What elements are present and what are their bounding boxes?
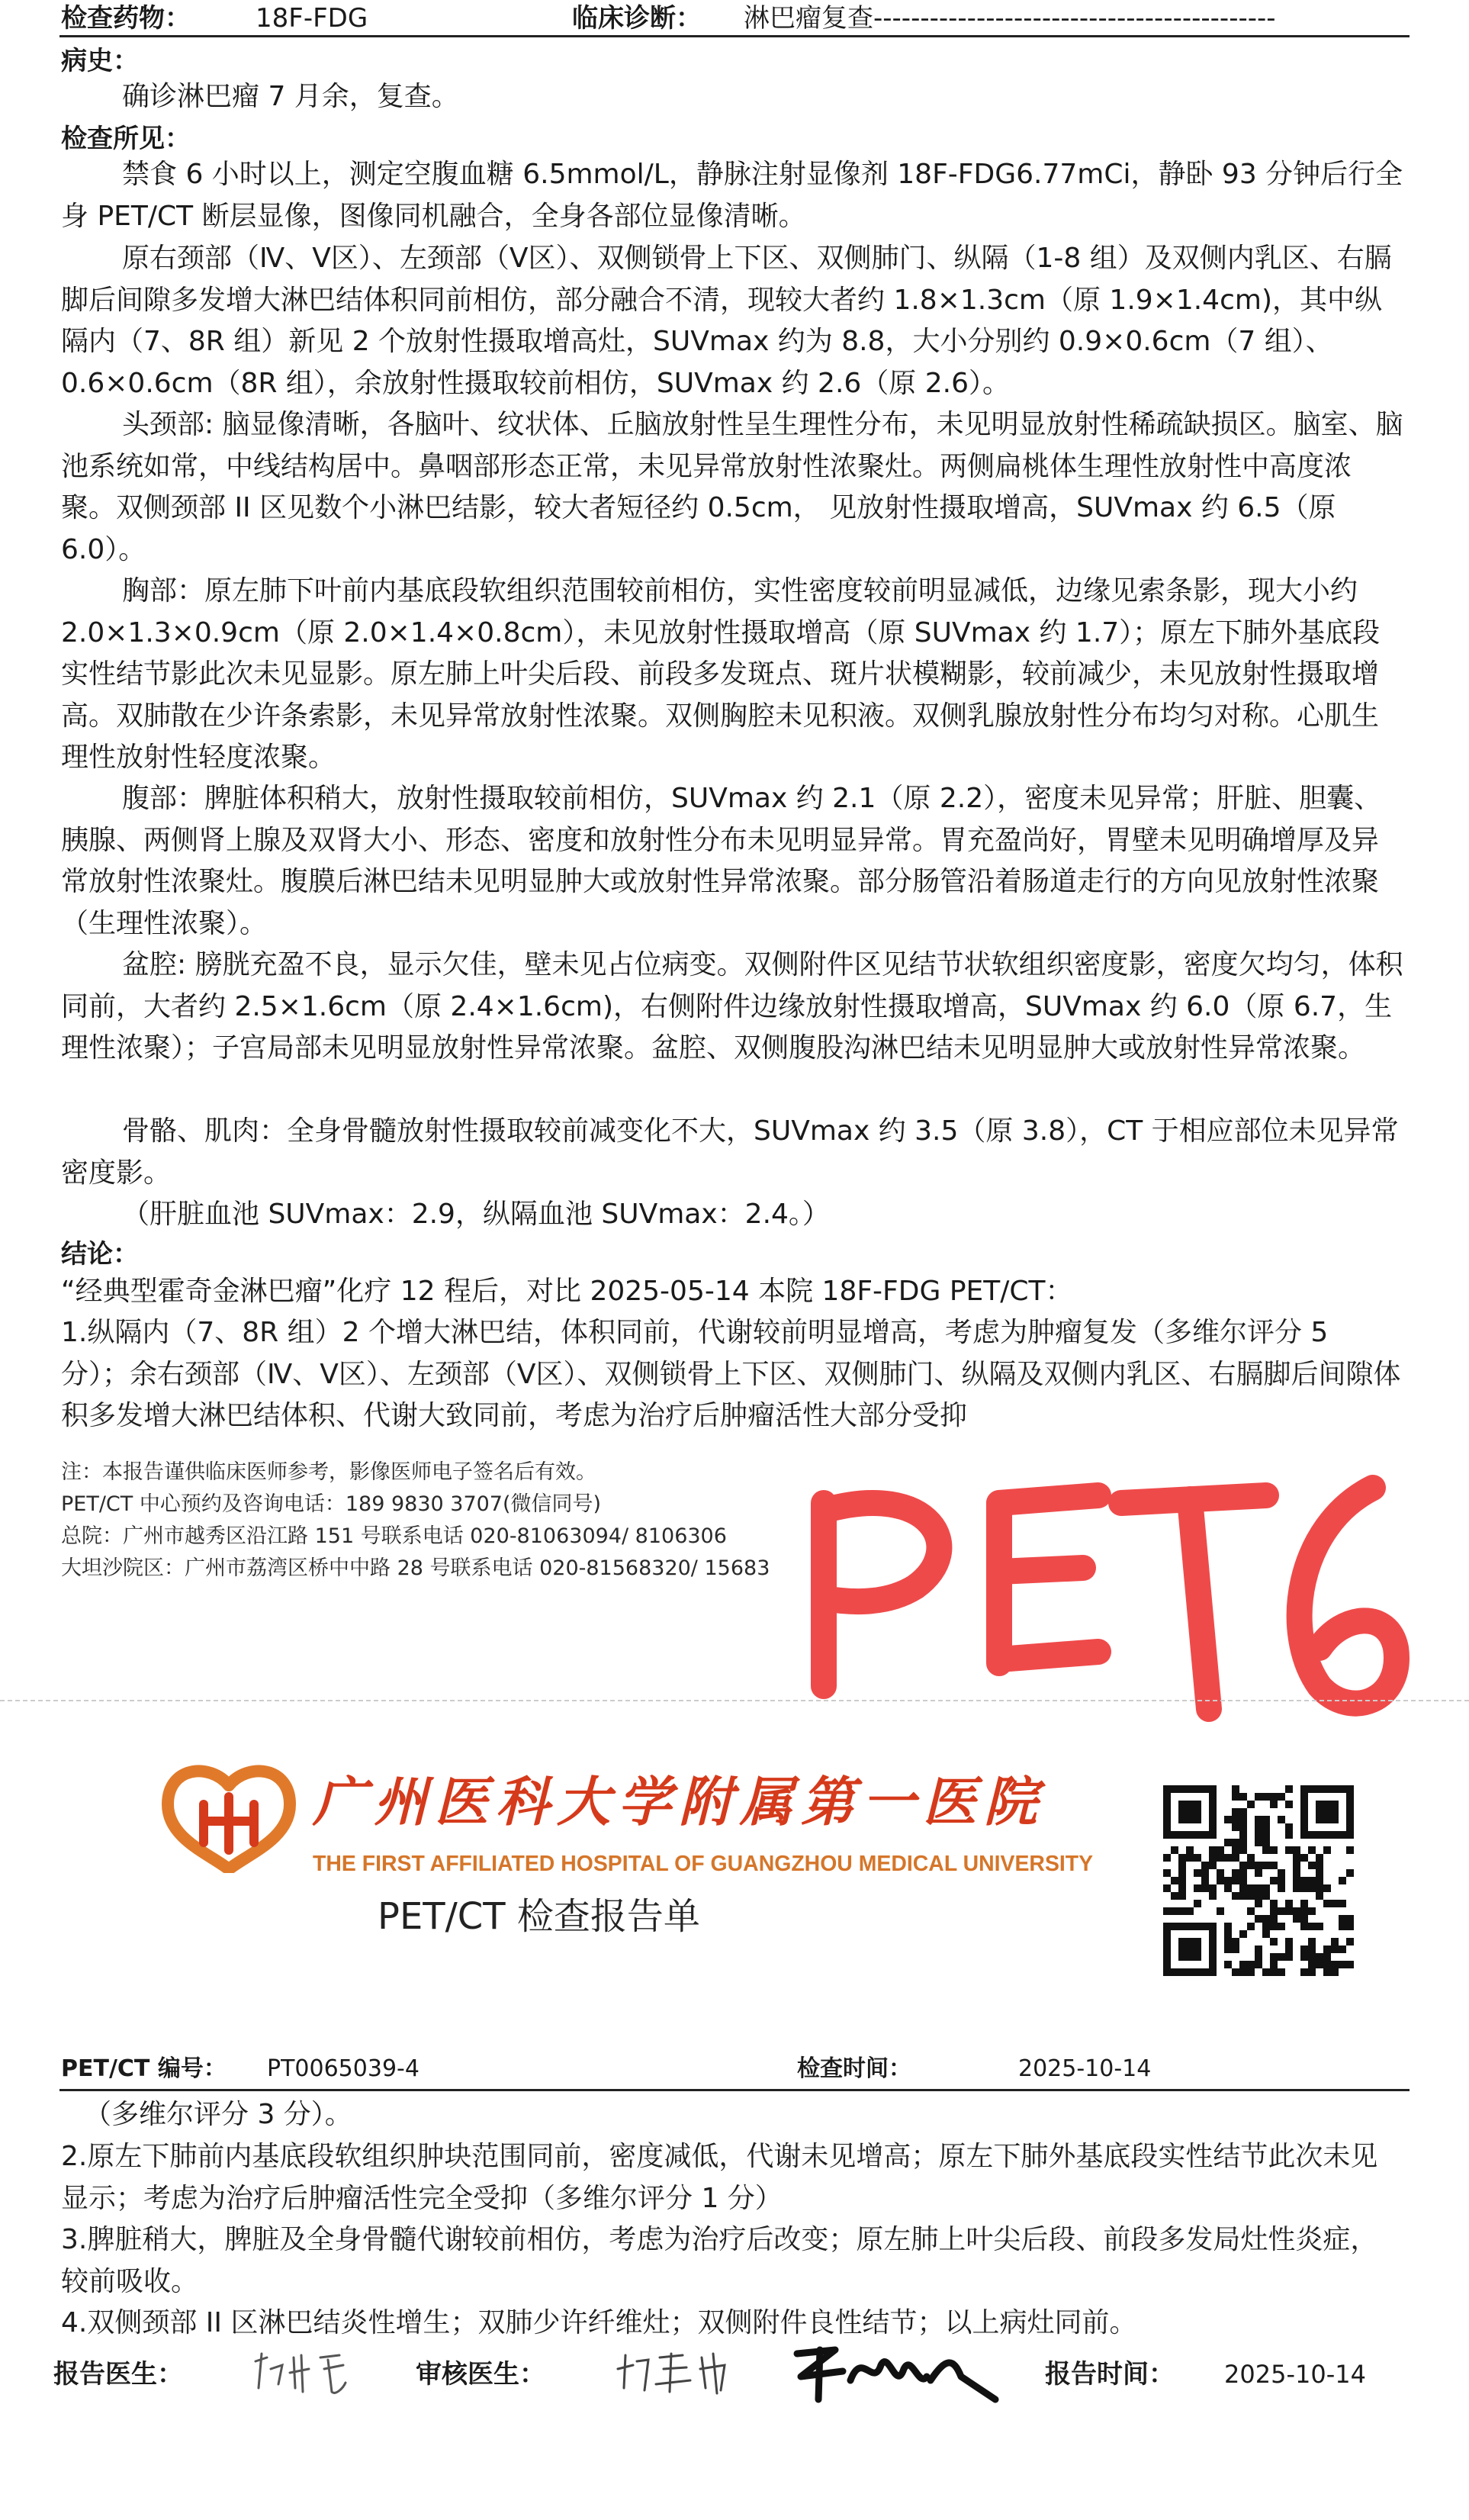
pet-id-value: PT0065039-4 bbox=[267, 2055, 419, 2082]
stamp-drawing bbox=[793, 1457, 1419, 1793]
reviewer-label: 审核医生： bbox=[416, 2359, 545, 2390]
hospital-logo-icon bbox=[156, 1759, 301, 1873]
diagnosis-value: 淋巴瘤复查------------------------------------------- bbox=[744, 3, 1276, 34]
reviewer-signature bbox=[610, 2346, 740, 2399]
blood-pool-line: （肝脏血池 SUVmax：2.9，纵隔血池 SUVmax：2.4。） bbox=[122, 1199, 830, 1230]
findings-paragraph: 胸部：原左肺下叶前内基底段软组织范围较前相仿，实性密度较前明显减低，边缘见索条影，现大小约 2.0×1.3×0.9cm（原 2.0×1.4×0.8cm），未见放射性摄取增高（原 SUVmax 约 1.7）；原左下肺外基底段实性结节影此次未见显影。原左肺上叶尖后段、前段多发斑点、斑片状模糊影，较前减少，未见放射性摄取增高。双肺散在少许条索影，未见异常放射性浓聚。双侧胸腔未见积液。双侧乳腺放射性分布均匀对称。心肌生理性放射性轻度浓聚。 bbox=[61, 575, 1381, 773]
findings-paragraph: 骨骼、肌肉：全身骨髓放射性摄取较前减变化不大，SUVmax 约 3.5（原 3.8），CT 于相应部位未见异常密度影。 bbox=[61, 1115, 1399, 1189]
approver-signature bbox=[789, 2335, 1003, 2411]
report-time-value: 2025-10-14 bbox=[1224, 2360, 1366, 2389]
conclusion-intro: “经典型霍奇金淋巴瘤”化疗 12 程后，对比 2025-05-14 本院 18F-FDG PET/CT： bbox=[61, 1276, 1073, 1307]
exam-time-label: 检查时间： bbox=[797, 2055, 911, 2082]
findings-paragraph: 盆腔: 膀胱充盈不良，显示欠佳，壁未见占位病变。双侧附件区见结节状软组织密度影，密度欠均匀，体积同前，大者约 2.5×1.6cm（原 2.4×1.6cm)，右侧附件边缘放射性摄取增高，SUVmax 约 6.0（原 6.7，生理性浓聚）；子宫局部未见明显放射性异常浓聚。盆腔、双侧腹股沟淋巴结未见明显肿大或放射性异常浓聚。 bbox=[61, 949, 1403, 1064]
diagnosis-label: 临床诊断： bbox=[572, 3, 702, 34]
note-datansha-campus: 大坦沙院区：广州市荔湾区桥中中路 28 号联系电话 020-81568320/ 15683 bbox=[61, 1556, 770, 1580]
drug-value: 18F-FDG bbox=[256, 3, 368, 34]
conclusion-continuation: （多维尔评分 3 分）。 bbox=[84, 2099, 352, 2130]
header-divider bbox=[59, 35, 1410, 37]
pet-id-label: PET/CT 编号： bbox=[61, 2055, 227, 2082]
reporter-label: 报告医生： bbox=[53, 2359, 183, 2390]
conclusion-title: 结论： bbox=[61, 1239, 139, 1270]
history-text: 确诊淋巴瘤 7 月余，复查。 bbox=[122, 81, 459, 112]
note-main-campus: 总院：广州市越秀区沿江路 151 号联系电话 020-81063094/ 8106306 bbox=[61, 1524, 727, 1548]
reporter-signature bbox=[248, 2346, 355, 2399]
findings-paragraph: 禁食 6 小时以上，测定空腹血糖 6.5mmol/L，静脉注射显像剂 18F-FDG6.77mCi，静卧 93 分钟后行全身 PET/CT 断层显像，图像同机融合，全身各部位显像清晰。 bbox=[61, 159, 1403, 232]
handwritten-stamp bbox=[793, 1457, 1419, 1793]
exam-time-value: 2025-10-14 bbox=[1018, 2055, 1152, 2082]
conclusion-item-1: 1.纵隔内（7、8R 组）2 个增大淋巴结，体积同前，代谢较前明显增高，考虑为肿瘤复发（多维尔评分 5 分）；余右颈部（Ⅳ、Ⅴ区）、左颈部（Ⅴ区）、双侧锁骨上下区、双侧肺门、纵隔及双侧内乳区、右膈脚后间隙体积多发增大淋巴结体积、代谢大致同前，考虑为治疗后肿瘤活性大部分受抑 bbox=[61, 1317, 1401, 1431]
header2-divider bbox=[59, 2089, 1410, 2091]
findings-paragraph: 腹部：脾脏体积稍大，放射性摄取较前相仿，SUVmax 约 2.1（原 2.2），密度未见异常；肝脏、胆囊、胰腺、两侧肾上腺及双肾大小、形态、密度和放射性分布未见明显异常。胃充盈尚好，胃壁未见明确增厚及异常放射性浓聚灶。腹膜后淋巴结未见明显肿大或放射性异常浓聚。部分肠管沿着肠道走行的方向见放射性浓聚（生理性浓聚）。 bbox=[61, 783, 1382, 939]
conclusion-item-3: 3.脾脏稍大，脾脏及全身骨髓代谢较前相仿，考虑为治疗后改变；原左肺上叶尖后段、前段多发局灶性炎症，较前吸收。 bbox=[61, 2224, 1378, 2297]
note-phone: PET/CT 中心预约及咨询电话：189 9830 3707(微信同号) bbox=[61, 1492, 602, 1516]
conclusion-item-4: 4.双侧颈部 II 区淋巴结炎性增生；双肺少许纤维灶；双侧附件良性结节；以上病灶同前。 bbox=[61, 2307, 1137, 2338]
note-disclaimer: 注：本报告谨供临床医师参考，影像医师电子签名后有效。 bbox=[61, 1460, 596, 1484]
findings-paragraph: 头颈部: 脑显像清晰，各脑叶、纹状体、丘脑放射性呈生理性分布，未见明显放射性稀疏缺损区。脑室、脑池系统如常，中线结构居中。鼻咽部形态正常，未见异常放射性浓聚灶。两侧扁桃体生理性放射性中高度浓聚。双侧颈部 II 区见数个小淋巴结影，较大者短径约 0.5cm， 见放射性摄取增高，SUVmax 约 6.5（原 6.0）。 bbox=[61, 409, 1403, 565]
history-title: 病史： bbox=[61, 46, 139, 76]
report-time-label: 报告时间： bbox=[1045, 2359, 1175, 2390]
report-title: PET/CT 检查报告单 bbox=[378, 1895, 700, 1938]
findings-paragraph: 原右颈部（Ⅳ、Ⅴ区）、左颈部（Ⅴ区）、双侧锁骨上下区、双侧肺门、纵隔（1-8 组）及双侧内乳区、右膈脚后间隙多发增大淋巴结体积同前相仿，部分融合不清，现较大者约 1.8×1.3cm（原 1.9×1.4cm)，其中纵隔内（7、8R 组）新见 2 个放射性摄取增高灶，SUVmax 约为 8.8，大小分别约 0.9×0.6cm（7 组）、0.6×0.6cm（8R 组），余放射性摄取较前相仿，SUVmax 约 2.6（原 2.6）。 bbox=[61, 243, 1392, 399]
qr-code bbox=[1163, 1781, 1354, 1980]
drug-label: 检查药物： bbox=[61, 3, 191, 34]
findings-title: 检查所见： bbox=[61, 124, 191, 154]
hospital-name-en: THE FIRST AFFILIATED HOSPITAL OF GUANGZHOU MEDICAL UNIVERSITY bbox=[313, 1852, 1094, 1876]
conclusion-item-2: 2.原左下肺前内基底段软组织肿块范围同前，密度减低，代谢未见增高；原左下肺外基底段实性结节此次未见显示；考虑为治疗后肿瘤活性完全受抑（多维尔评分 1 分） bbox=[61, 2141, 1378, 2214]
hospital-name-cn: 广州医科大学附属第一医院 bbox=[313, 1770, 1045, 1833]
page-separator bbox=[0, 1700, 1469, 1701]
